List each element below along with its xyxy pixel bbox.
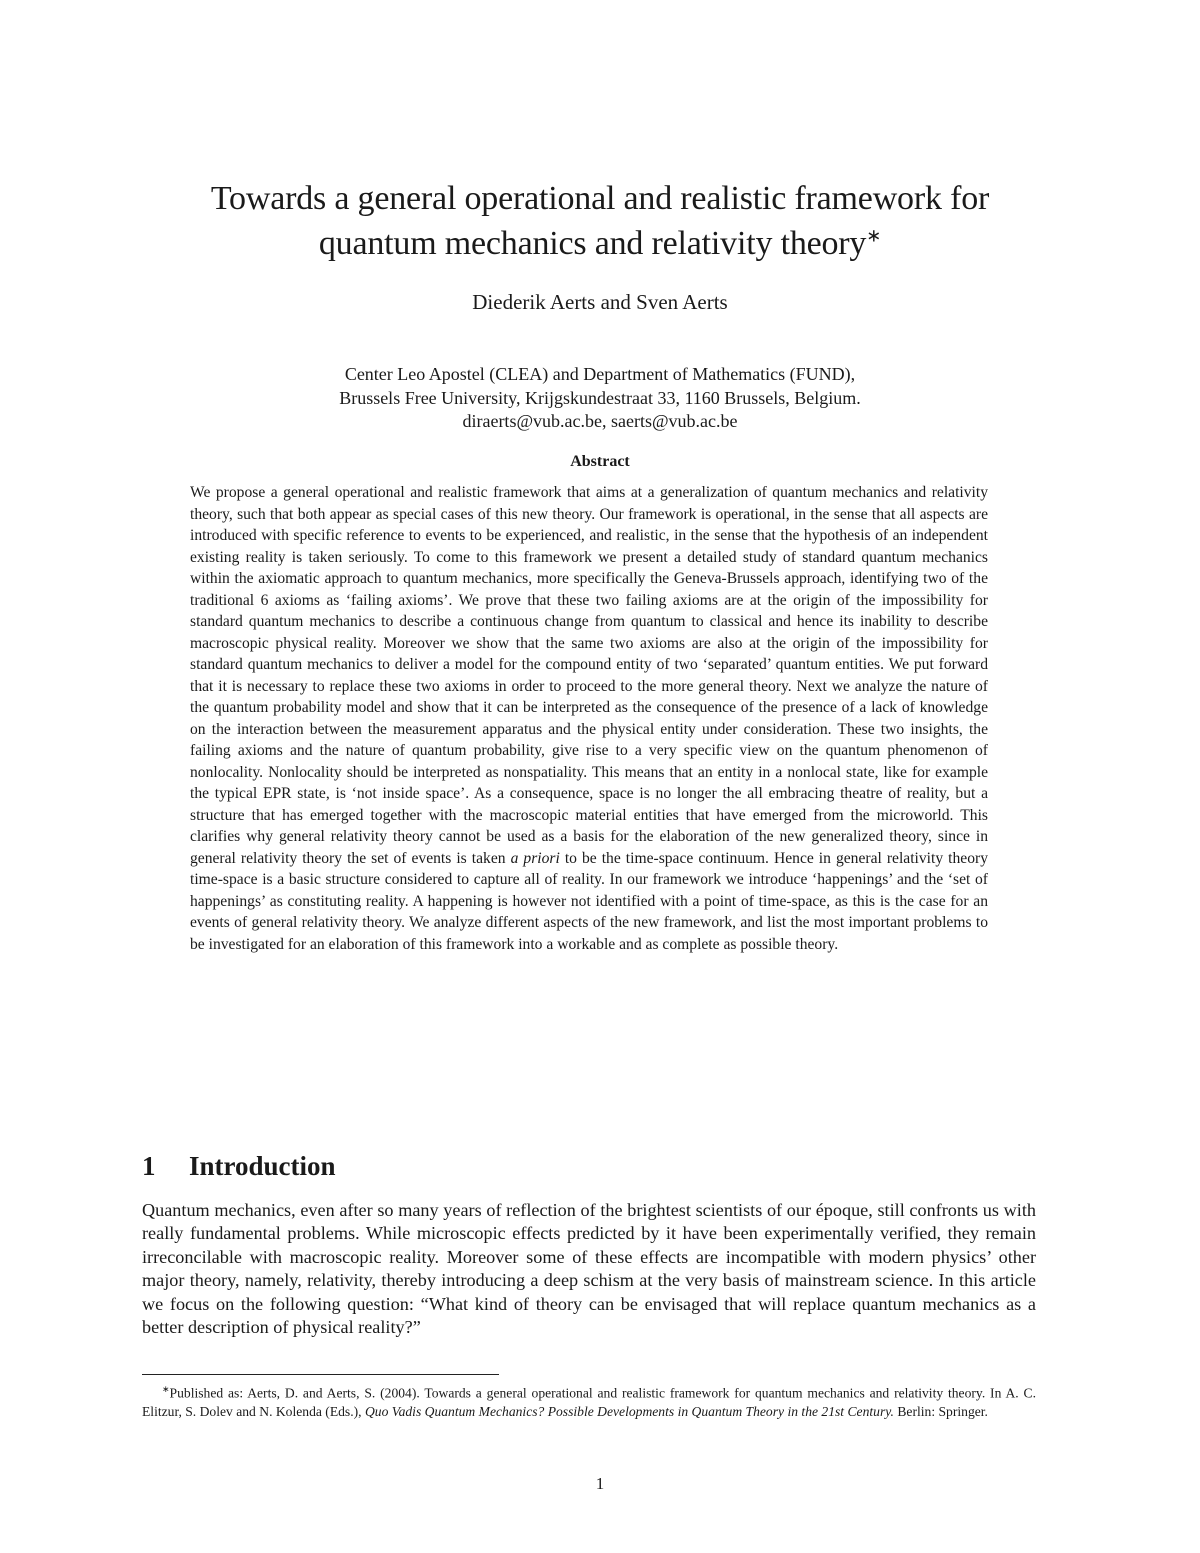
title-line-2	[0, 221, 1200, 266]
page-number: 1	[595, 1474, 605, 1493]
authors: Diederik Aerts and Sven Aerts	[472, 290, 728, 314]
footnote-text-1: Published as: Aerts, D. and Aerts, S. (2004). Towards a general operational and realistic framework for quantum mechanics and relativity theory. In A. C. Elitzur, S. Dolev and N. Kolenda (Eds.),	[142, 1385, 1036, 1420]
footnote-italic-title: Quo Vadis Quantum Mechanics? Possible Developments in Quantum Theory in the 21st Century.	[364, 1404, 894, 1420]
intro-paragraph: Quantum mechanics, even after so many years of reflection of the brightest scientists of our époque, still confronts us with really fundamental problems. While microscopic effects predicted by it have been experimentally verified, they remain irreconcilable with macroscopic reality. Moreover some of these effects are incompatible with modern physics’ other major theory, namely, relativity, thereby introducing a deep schism at the very basis of mainstream science. In this article we focus on the following question: “What kind of theory can be envisaged that will replace quantum mechanics as a better description of physical reality?”	[142, 1200, 1036, 1338]
abstract-body	[190, 482, 988, 955]
section-title: Introduction	[189, 1151, 336, 1181]
abstract-italic-phrase: a priori	[510, 849, 560, 867]
affiliation-emails: diraerts@vub.ac.be, saerts@vub.ac.be	[462, 411, 738, 431]
paper-title	[0, 176, 1200, 266]
abstract-text-1: We propose a general operational and realistic framework that aims at a generalization of quantum mechanics and relativity theory, such that both appear as special cases of this new theory. Our framework is operational, in the sense that all aspects are introduced with specific reference to events to be experienced, and realistic, in the sense that the hypothesis of an independent existing reality is taken seriously. To come to this framework we present a detailed study of standard quantum mechanics within the axiomatic approach to quantum mechanics, more specifically the Geneva-Brussels approach, identifying two of the traditional 6 axioms as ‘failing axioms’. We prove that these two failing axioms are at the origin of the impossibility for standard quantum mechanics to describe a continuous change from quantum to classical and hence its inability to describe macroscopic physical reality. Moreover we show that the same two axioms are also at the origin of the impossibility for standard quantum mechanics to deliver a model for the compound entity of two ‘separated’ quantum entities. We put forward that it is necessary to replace these two axioms in order to proceed to the more general theory. Next we analyze the nature of the quantum probability model and show that it can be interpreted as the consequence of the presence of a lack of knowledge on the interaction between the measurement apparatus and the physical entity under consideration. These two insights, the failing axioms and the nature of quantum probability, give rise to a very specific view on the quantum phenomenon of nonlocality. Nonlocality should be interpreted as nonspatiality. This means that an entity in a nonlocal state, like for example the typical EPR state, is ‘not inside space’. As a consequence, space is no longer the all embracing theatre of reality, but a structure that has emerged together with the macroscopic material entities that have emerged from the microworld. This clarifies why general relativity theory cannot be used as a basis for the elaboration of the new generalized theory, since in general relativity theory the set of events is taken	[190, 484, 988, 867]
abstract-heading: Abstract	[570, 453, 630, 470]
section-number: 1	[142, 1151, 156, 1181]
footnote-mark: ∗	[162, 1384, 170, 1394]
title-line-2-text: quantum mechanics and relativity theory	[318, 225, 867, 262]
affiliation-line-2: Brussels Free University, Krijgskundestraat 33, 1160 Brussels, Belgium.	[339, 387, 861, 408]
footnote	[142, 1380, 1036, 1422]
title-footnote-mark: ∗	[866, 225, 882, 246]
section-heading	[142, 1149, 336, 1183]
affiliation-line-1: Center Leo Apostel (CLEA) and Department of Mathematics (FUND),	[344, 364, 856, 384]
title-line-1: Towards a general operational and realistic framework for	[210, 180, 990, 217]
footnote-text-2: Berlin: Springer.	[897, 1404, 988, 1420]
affiliation	[0, 363, 1200, 434]
footnote-rule	[142, 1374, 499, 1375]
abstract-text-2: to be the time-space continuum. Hence in general relativity theory time-space is a basic structure considered to capture all of reality. In our framework we introduce ‘happenings’ and the ‘set of happenings’ as constituting reality. A happening is however not identified with a point of time-space, as this is the case for an events of general relativity theory. We analyze different aspects of the new framework, and list the most important problems to be investigated for an elaboration of this framework into a workable and as complete as possible theory.	[190, 849, 989, 953]
